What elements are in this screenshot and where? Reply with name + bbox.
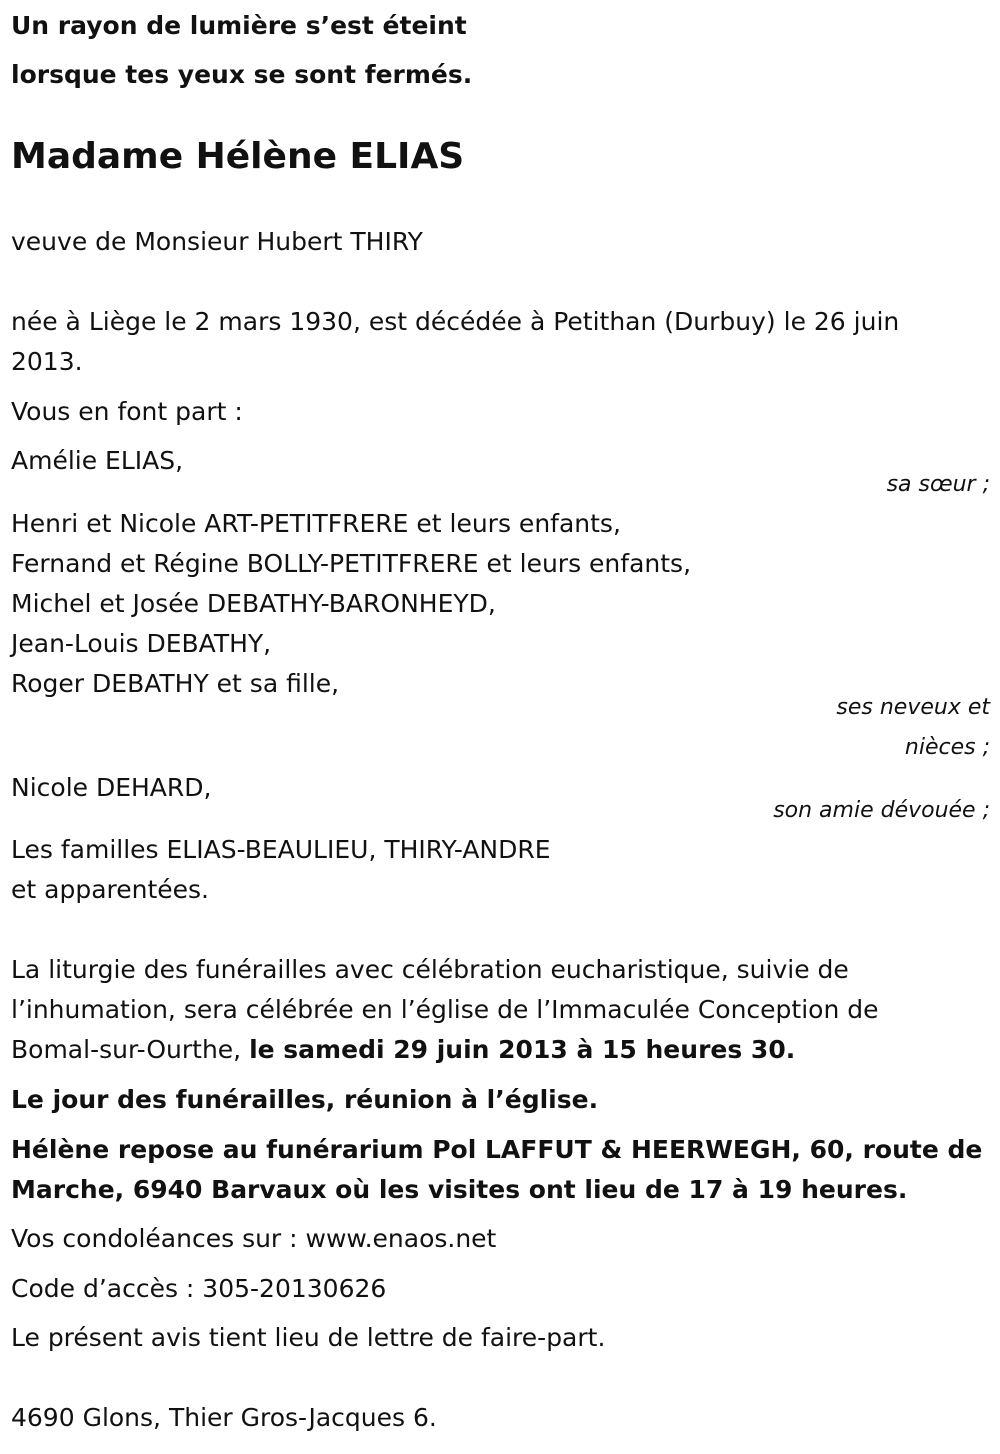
nephew-line: Roger DEBATHY et sa fille, <box>11 669 340 698</box>
condolences: Vos condoléances sur : www.enaos.net <box>11 1224 497 1253</box>
funeral-meeting: Le jour des funérailles, réunion à l’église. <box>11 1085 599 1114</box>
funeral-place: Bomal-sur-Ourthe, <box>11 1035 250 1064</box>
families-line-2: et apparentées. <box>11 875 209 904</box>
funeral-rest-line-1: Hélène repose au funérarium Pol LAFFUT & HEERWEGH, 60, route de <box>11 1135 983 1164</box>
families-line-1: Les familles ELIAS-BEAULIEU, THIRY-ANDRE <box>11 835 551 864</box>
nephews-relation-line-2: nièces ; <box>904 735 990 760</box>
access-code: Code d’accès : 305-20130626 <box>11 1274 387 1303</box>
sister-relation: sa sœur ; <box>886 472 990 497</box>
nephew-line: Henri et Nicole ART-PETITFRERE et leurs enfants, <box>11 509 621 538</box>
announcement: Vous en font part : <box>11 397 243 426</box>
funeral-line-3 <box>11 1030 795 1070</box>
nephews-relation-line-1: ses neveux et <box>836 695 990 720</box>
widow-of: veuve de Monsieur Hubert THIRY <box>11 227 423 256</box>
birth-death-line-1: née à Liège le 2 mars 1930, est décédée à Petithan (Durbuy) le 26 juin <box>11 307 900 336</box>
funeral-line-2: l’inhumation, sera célébrée en l’église de l’Immaculée Conception de <box>11 995 879 1024</box>
birth-death-line-2: 2013. <box>11 347 83 376</box>
address: 4690 Glons, Thier Gros-Jacques 6. <box>11 1403 437 1432</box>
funeral-line-1: La liturgie des funérailles avec célébration eucharistique, suivie de <box>11 955 849 984</box>
nephew-line: Fernand et Régine BOLLY-PETITFRERE et leurs enfants, <box>11 549 692 578</box>
deceased-name: Madame Hélène ELIAS <box>11 136 465 177</box>
nephew-line: Jean-Louis DEBATHY, <box>11 629 272 658</box>
funeral-rest-line-2: Marche, 6940 Barvaux où les visites ont lieu de 17 à 19 heures. <box>11 1175 908 1204</box>
nephew-line: Michel et Josée DEBATHY-BARONHEYD, <box>11 589 496 618</box>
sister-name: Amélie ELIAS, <box>11 446 184 475</box>
poem-line-1: Un rayon de lumière s’est éteint <box>11 11 467 40</box>
friend-relation: son amie dévouée ; <box>773 798 990 823</box>
funeral-date-time: le samedi 29 juin 2013 à 15 heures 30. <box>249 1035 796 1064</box>
poem-line-2: lorsque tes yeux se sont fermés. <box>11 60 473 89</box>
friend-name: Nicole DEHARD, <box>11 773 212 802</box>
notice: Le présent avis tient lieu de lettre de faire-part. <box>11 1323 606 1352</box>
